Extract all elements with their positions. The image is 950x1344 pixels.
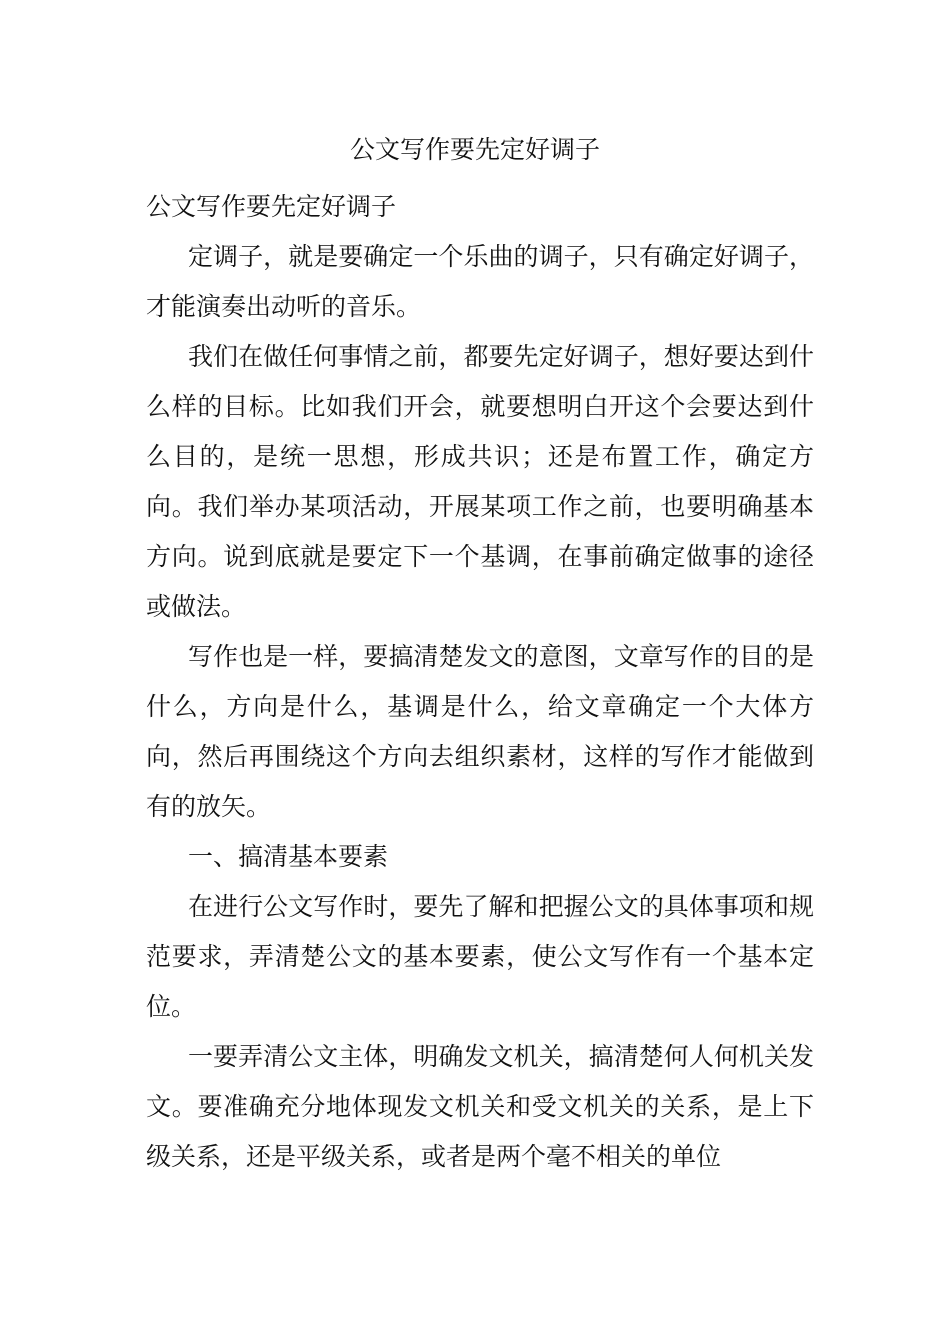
body-paragraph: 定调子，就是要确定一个乐曲的调子，只有确定好调子，才能演奏出动听的音乐。 xyxy=(146,242,814,321)
subtitle-paragraph: 公文写作要先定好调子 xyxy=(146,192,397,221)
body-paragraph: 在进行公文写作时，要先了解和把握公文的具体事项和规范要求，弄清楚公文的基本要素，使公文写作有一个基本定位。 xyxy=(146,892,814,1021)
body-paragraph: 一要弄清公文主体，明确发文机关，搞清楚何人何机关发文。要准确充分地体现发文机关和受文机关的关系，是上下级关系，还是平级关系，或者是两个毫不相关的单位 xyxy=(146,1042,814,1171)
document-title: 公文写作要先定好调子 xyxy=(349,135,600,164)
document-body xyxy=(146,182,814,1182)
body-paragraph: 我们在做任何事情之前，都要先定好调子，想好要达到什么样的目标。比如我们开会，就要想明白开这个会要达到什么目的，是统一思想，形成共识；还是布置工作，确定方向。我们举办某项活动，开展某项工作之前，也要明确基本方向。说到底就是要定下一个基调，在事前确定做事的途径或做法。 xyxy=(146,342,814,621)
body-paragraph: 写作也是一样，要搞清楚发文的意图，文章写作的目的是什么，方向是什么，基调是什么，给文章确定一个大体方向，然后再围绕这个方向去组织素材，这样的写作才能做到有的放矢。 xyxy=(146,642,814,821)
section-heading: 一、搞清基本要素 xyxy=(188,842,389,871)
